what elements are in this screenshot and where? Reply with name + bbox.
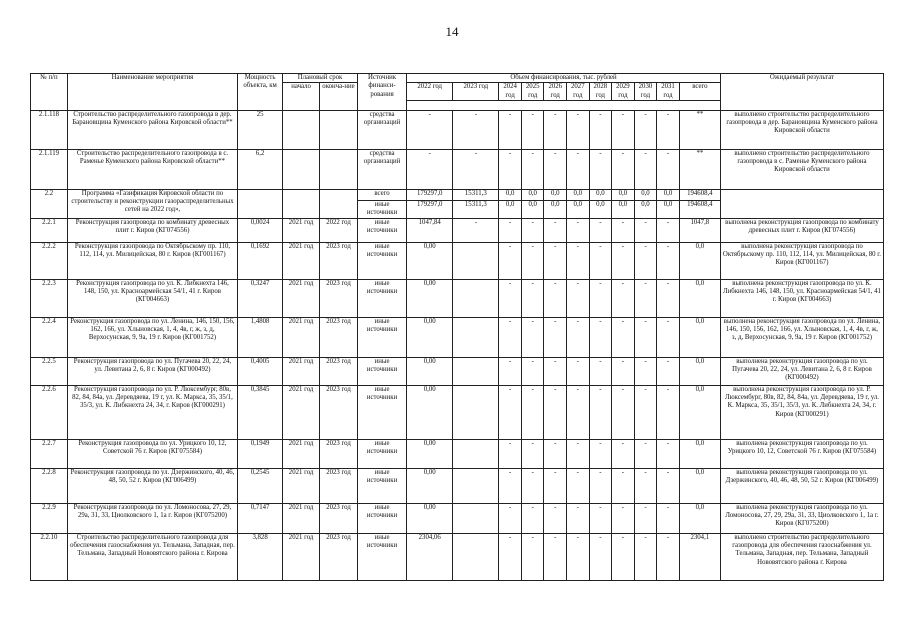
row-value: - [499,317,522,357]
row-value: - [567,439,590,468]
row-total: 194608,4 [679,200,720,218]
row-result: выполнено строительство распределительного газопровода в дер. Барановщина Куменского района Кировской области [720,110,883,149]
row-value: - [612,439,635,468]
header-capacity: Мощность объекта, км [238,74,283,111]
row-id: 2.1.119 [31,149,68,189]
row-value: 0,0 [567,200,590,218]
row-result: выполнено строительство распределительного газопровода в с. Раменье Куменского района Кировской области [720,149,883,189]
row-value: - [657,357,680,385]
row-value: - [544,533,567,580]
table-row [31,110,884,149]
row-name: Строительство распределительного газопровода в с. Раменье Куменского района Кировской области** [67,149,237,189]
header-volume: Объем финансирования, тыс. рублей [407,74,721,83]
row-total: 1047,8 [679,218,720,242]
table-row [31,218,884,242]
header-year: 2027 год [567,83,590,101]
row-value: - [634,242,657,279]
row-capacity: 6,2 [238,149,283,189]
row-end: 2023 год [320,242,358,279]
row-end [320,149,358,189]
row-value: - [544,317,567,357]
header-year: 2031 год [657,83,680,101]
row-total: 0,0 [679,242,720,279]
row-value: 0,0 [499,189,522,200]
row-value: - [634,279,657,317]
row-value: - [499,149,522,189]
row-name: Реконструкция газопровода по Октябрьскому пр. 110, 112, 114, ул. Милицейская, 80 г. Киров (КГ001167) [67,242,237,279]
row-value: - [499,385,522,439]
row-value: 15311,3 [453,200,499,218]
row-end [320,189,358,218]
header-total: всего [679,83,720,101]
row-value: - [499,468,522,503]
row-value: - [589,439,612,468]
row-name: Строительство распределительного газопровода в дер. Барановщина Куменского района Кировской области** [67,110,237,149]
row-source: средства организаций [357,110,406,149]
row-value: 0,00 [407,468,453,503]
row-value: - [612,533,635,580]
row-start [283,110,320,149]
row-value: - [657,110,680,149]
row-value: 0,00 [407,385,453,439]
row-value: - [567,317,590,357]
table-row [31,385,884,439]
table-row [31,468,884,503]
row-result: выполнена реконструкция газопровода по ул. Пугачева 20, 22, 24, ул. Левитана 2, 6, 8 г. Киров (КГ000492) [720,357,883,385]
row-value: 179297,0 [407,189,453,200]
row-value: - [634,503,657,533]
row-value: - [499,279,522,317]
row-id: 2.2 [31,189,68,218]
row-value: - [544,149,567,189]
row-result: выполнена реконструкция газопровода по ул. Ломоносова, 27, 29, 29а, 31, 33, Циолковского 1, 1а г. Киров (КГ075200) [720,503,883,533]
row-end: 2023 год [320,279,358,317]
header-num: № п/п [31,74,68,111]
row-value: - [634,317,657,357]
row-result: выполнена реконструкция газопровода по ул. Дзержинского, 40, 46, 48, 50, 52 г. Киров (КГ006499) [720,468,883,503]
table-row [31,242,884,279]
row-value [453,357,499,385]
header-year: 2023 год [453,83,499,101]
row-capacity: 0,1692 [238,242,283,279]
row-value: - [634,468,657,503]
header-source: Источник финанси-рования [357,74,406,111]
row-value: - [612,468,635,503]
row-value: - [521,149,544,189]
row-value: - [612,218,635,242]
row-id: 2.2.7 [31,439,68,468]
row-capacity: 0,1949 [238,439,283,468]
row-value: - [521,503,544,533]
row-value [453,317,499,357]
row-id: 2.2.6 [31,385,68,439]
row-value: - [612,503,635,533]
header-result: Ожидаемый результат [720,74,883,111]
row-value: - [634,533,657,580]
header-name: Наименование мероприятия [67,74,237,111]
row-value: - [657,468,680,503]
row-value [453,279,499,317]
row-value [453,468,499,503]
row-value: 179297,0 [407,200,453,218]
row-total: 0,0 [679,385,720,439]
row-value: - [657,218,680,242]
header-year: 2030 год [634,83,657,101]
row-value: - [544,279,567,317]
row-value: - [567,385,590,439]
row-value: - [567,110,590,149]
row-value: - [612,110,635,149]
row-value: - [567,468,590,503]
row-value: 0,0 [499,200,522,218]
row-value: - [634,439,657,468]
row-end: 2022 год [320,218,358,242]
row-value: - [499,533,522,580]
row-value: 0,00 [407,317,453,357]
row-start: 2021 год [283,439,320,468]
header-year: 2029 год [612,83,635,101]
row-source: иные источники [357,503,406,533]
row-source: иные источники [357,279,406,317]
row-capacity: 0,7147 [238,503,283,533]
row-start: 2021 год [283,468,320,503]
row-capacity: 0,2545 [238,468,283,503]
row-capacity: 0,4005 [238,357,283,385]
row-value: - [567,533,590,580]
row-id: 2.2.9 [31,503,68,533]
row-name: Реконструкция газопровода по ул. Ленина, 146, 150, 156, 162, 166, ул. Хлыновская, 1, 4, 4в, г, ж, з, д, Верхосунская, 9, 9а, 19 г. Киров (КГ001752) [67,317,237,357]
row-value: - [407,149,453,189]
row-value: - [499,439,522,468]
row-value: - [634,110,657,149]
row-value: - [544,385,567,439]
row-result: выполнена реконструкция газопровода по Октябрьскому пр. 110, 112, 114, ул. Милицейская, 80 г. Киров (КГ001167) [720,242,883,279]
row-value [453,242,499,279]
row-value: - [521,218,544,242]
row-start: 2021 год [283,218,320,242]
row-value: - [589,279,612,317]
row-value: 0,00 [407,439,453,468]
row-value [453,385,499,439]
row-end: 2023 год [320,357,358,385]
row-value: - [567,149,590,189]
row-value: - [567,357,590,385]
row-value: - [453,149,499,189]
row-source: иные источники [357,242,406,279]
row-value: 0,00 [407,242,453,279]
row-total: ** [679,149,720,189]
table-row [31,149,884,189]
row-start: 2021 год [283,357,320,385]
row-value: - [657,439,680,468]
row-source: средства организаций [357,149,406,189]
row-value: - [544,218,567,242]
row-value: - [612,242,635,279]
row-value: - [657,317,680,357]
row-value: 0,00 [407,357,453,385]
table-row [31,503,884,533]
row-end: 2023 год [320,439,358,468]
table-row [31,533,884,580]
row-capacity: 0,3845 [238,385,283,439]
row-name: Программа «Газификация Кировской области по строительству и реконструкции газораспределительных сетей на 2022 год», [67,189,237,218]
row-id: 2.1.118 [31,110,68,149]
row-name: Реконструкция газопровода по ул. Ломоносова, 27, 29, 29а, 31, 33, Циолковского 1, 1а г. Киров (КГ075200) [67,503,237,533]
row-id: 2.2.4 [31,317,68,357]
table-row [31,279,884,317]
row-value: - [567,242,590,279]
row-end [320,110,358,149]
row-value: - [657,503,680,533]
row-value: 0,0 [567,189,590,200]
row-value: 0,0 [634,200,657,218]
row-value: 0,0 [589,200,612,218]
row-result [720,189,883,218]
row-value: - [499,242,522,279]
row-value: - [521,242,544,279]
row-value: - [521,110,544,149]
row-value: 0,0 [521,200,544,218]
row-value: - [589,468,612,503]
row-value [453,439,499,468]
row-name: Реконструкция газопровода по ул. К. Либкнехта 146, 148, 150, ул. Красноармейская 54/1, 41 г. Киров (КГ004663) [67,279,237,317]
row-start: 2021 год [283,385,320,439]
row-total: 0,0 [679,439,720,468]
row-value: - [499,357,522,385]
row-value: - [589,110,612,149]
row-value: - [657,242,680,279]
row-start [283,189,320,218]
row-value: 15311,3 [453,189,499,200]
row-value: 0,0 [612,189,635,200]
row-value: - [589,317,612,357]
row-value: - [589,357,612,385]
row-value: 0,00 [407,279,453,317]
row-value: - [612,279,635,317]
row-result: выполнена реконструкция газопровода по ул. Р. Люксембург, 80в, 82, 84, 84а, ул. Деревдяева, 19 г, ул. К. Маркса, 35, 35/1, 35/3, ул. К. Либкнехта 24, 34, г. Киров (КГ000291) [720,385,883,439]
row-value: - [544,242,567,279]
row-value: 0,00 [407,503,453,533]
row-value: - [453,218,499,242]
row-total: 0,0 [679,357,720,385]
row-id: 2.2.3 [31,279,68,317]
row-value: - [499,110,522,149]
row-value: 0,0 [544,200,567,218]
row-id: 2.2.10 [31,533,68,580]
row-end: 2023 год [320,317,358,357]
row-total: ** [679,110,720,149]
row-end: 2023 год [320,468,358,503]
row-value: - [589,503,612,533]
row-value: - [634,218,657,242]
row-value: - [612,357,635,385]
row-value: 0,0 [612,200,635,218]
row-result: выполнена реконструкция газопровода по комбинату древесных плит г. Киров (КГ074556) [720,218,883,242]
row-end: 2023 год [320,503,358,533]
row-total: 2304,1 [679,533,720,580]
row-value: 2304,06 [407,533,453,580]
row-value: - [407,110,453,149]
row-name: Реконструкция газопровода по ул. Пугачева 20, 22, 24, ул. Левитана 2, 6, 8 г. Киров (КГ000492) [67,357,237,385]
row-value: 0,0 [589,189,612,200]
row-value: - [521,279,544,317]
header-year: 2024 год [499,83,522,101]
row-value: 1047,84 [407,218,453,242]
row-total: 0,0 [679,317,720,357]
row-source: иные источники [357,218,406,242]
row-capacity: 0,0024 [238,218,283,242]
row-value: 0,0 [521,189,544,200]
row-value: - [453,110,499,149]
row-value: - [521,385,544,439]
row-value: 0,0 [657,189,680,200]
row-value [453,503,499,533]
row-value: - [612,317,635,357]
row-result: выполнено строительство распределительного газопровода для обеспечения газоснабжения ул. Тельмана, Западная, пер. Тельмана, Западный Нововятского района г. Кирова [720,533,883,580]
header-year: 2026 год [544,83,567,101]
row-start [283,149,320,189]
row-value: - [657,149,680,189]
row-value: - [544,110,567,149]
row-value: - [657,385,680,439]
table-row [31,357,884,385]
row-value: - [567,279,590,317]
row-capacity: 25 [238,110,283,149]
row-start: 2021 год [283,242,320,279]
row-capacity: 1,4808 [238,317,283,357]
row-source: всего [357,189,406,200]
row-id: 2.2.2 [31,242,68,279]
row-total: 0,0 [679,468,720,503]
row-source: иные источники [357,200,406,218]
table-header [31,74,884,111]
row-value: - [567,503,590,533]
row-name: Реконструкция газопровода по комбинату древесных плит г. Киров (КГ074556) [67,218,237,242]
header-year: 2028 год [589,83,612,101]
row-end: 2023 год [320,385,358,439]
row-total: 0,0 [679,503,720,533]
row-value: - [521,357,544,385]
row-value: - [612,149,635,189]
row-total: 0,0 [679,279,720,317]
row-capacity [238,189,283,218]
row-value: - [657,279,680,317]
row-value: - [634,385,657,439]
row-capacity: 3,828 [238,533,283,580]
row-value: - [521,317,544,357]
row-value: - [589,242,612,279]
row-id: 2.2.8 [31,468,68,503]
row-capacity: 0,3247 [238,279,283,317]
row-start: 2021 год [283,317,320,357]
row-source: иные источники [357,317,406,357]
header-plan-start: начало [283,83,320,111]
row-value: 0,0 [657,200,680,218]
row-value: - [567,218,590,242]
row-value: - [634,357,657,385]
row-value: - [589,149,612,189]
row-value: - [589,533,612,580]
table-row [31,439,884,468]
row-value: - [521,468,544,503]
row-source: иные источники [357,357,406,385]
table-row [31,317,884,357]
table-body [31,110,884,580]
row-value: - [634,149,657,189]
row-name: Строительство распределительного газопровода для обеспечения газоснабжения ул. Тельмана, Западная, пер. Тельмана, Западный Нововятского района г. Кирова [67,533,237,580]
row-name: Реконструкция газопровода по ул. Урицкого 10, 12, Советской 76 г. Киров (КГ075584) [67,439,237,468]
row-value: 0,0 [634,189,657,200]
row-value [453,533,499,580]
row-id: 2.2.5 [31,357,68,385]
row-source: иные источники [357,385,406,439]
row-end: 2023 год [320,533,358,580]
row-result: выполнена реконструкция газопровода по ул. К. Либкнехта 146, 148, 150, ул. Красноармейская 54/1, 41 г. Киров (КГ004663) [720,279,883,317]
row-start: 2021 год [283,279,320,317]
row-value: - [521,533,544,580]
row-start: 2021 год [283,533,320,580]
row-value: - [589,218,612,242]
row-value: - [589,385,612,439]
row-value: - [499,218,522,242]
row-value: - [499,503,522,533]
row-source: иные источники [357,533,406,580]
row-start: 2021 год [283,503,320,533]
row-value: 0,0 [544,189,567,200]
row-value: - [544,503,567,533]
row-value: - [544,357,567,385]
row-result: выполнена реконструкция газопровода по ул. Ленина, 146, 150, 156, 162, 166, ул. Хлыновская, 1, 4, 4в, г, ж, з, д, Верхосунская, 9, 9а, 19 г. Киров (КГ001752) [720,317,883,357]
row-value: - [612,385,635,439]
row-source: иные источники [357,439,406,468]
row-source: иные источники [357,468,406,503]
page-number: 14 [445,24,459,39]
row-result: выполнена реконструкция газопровода по ул. Урицкого 10, 12, Советской 76 г. Киров (КГ075584) [720,439,883,468]
row-total: 194608,4 [679,189,720,200]
row-id: 2.2.1 [31,218,68,242]
header-year: 2022 год [407,83,453,101]
header-plan-end: оконча-ние [320,83,358,111]
row-value: - [657,533,680,580]
row-value: - [544,439,567,468]
row-name: Реконструкция газопровода по ул. Дзержинского, 40, 46, 48, 50, 52 г. Киров (КГ006499) [67,468,237,503]
header-year: 2025 год [521,83,544,101]
table-row [31,189,884,200]
row-name: Реконструкция газопровода по ул. Р. Люксембург, 80в, 82, 84, 84а, ул. Деревдяева, 19 г, ул. К. Маркса, 35, 35/1, 35/3, ул. К. Либкнехта 24, 34, г. Киров (КГ000291) [67,385,237,439]
header-spacer [407,100,721,110]
row-value: - [521,439,544,468]
header-plan: Плановый срок [283,74,358,83]
row-value: - [544,468,567,503]
financing-table [30,73,884,581]
